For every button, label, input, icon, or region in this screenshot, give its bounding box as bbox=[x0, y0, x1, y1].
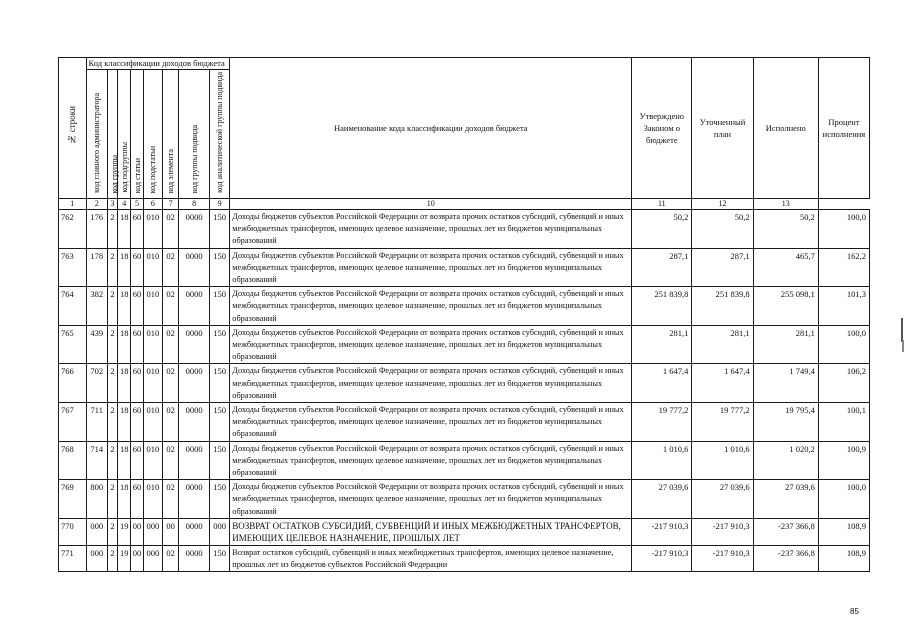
row-number-header: № строки bbox=[59, 58, 87, 199]
description-cell: Доходы бюджетов субъектов Российской Федерации от возврата прочих остатков субсидий, субвенций и иных межбюджетных трансфертов, имеющих целевое назначение, прошлых лет из бюджетов муниципальных образований bbox=[230, 210, 632, 249]
row-line-number: 766 bbox=[59, 364, 87, 403]
refined-plan-cell: 1 647,4 bbox=[692, 364, 753, 403]
row-line-number: 763 bbox=[59, 248, 87, 287]
table-row bbox=[59, 248, 870, 287]
code-cell: 60 bbox=[131, 480, 143, 519]
code-cell: 010 bbox=[143, 248, 162, 287]
code-cell: 382 bbox=[86, 287, 107, 326]
classification-group-header: Код классификации доходов бюджета bbox=[86, 58, 230, 70]
budget-page bbox=[58, 57, 870, 572]
code-cell: 18 bbox=[118, 364, 131, 403]
refined-plan-cell: 281,1 bbox=[692, 325, 753, 364]
code-cell: 19 bbox=[118, 545, 131, 571]
table-row bbox=[59, 364, 870, 403]
approved-cell: 1 647,4 bbox=[632, 364, 692, 403]
refined-plan-cell: 50,2 bbox=[692, 210, 753, 249]
code-cell: 02 bbox=[163, 325, 179, 364]
approved-cell: 27 039,6 bbox=[632, 480, 692, 519]
code-cell: 18 bbox=[118, 441, 131, 480]
refined-plan-cell: 1 010,6 bbox=[692, 441, 753, 480]
code-cell: 2 bbox=[107, 325, 117, 364]
refined-plan-header: Уточненный план bbox=[692, 58, 753, 199]
code-cell: 00 bbox=[131, 545, 143, 571]
code-cell: 0000 bbox=[179, 518, 210, 545]
code-cell: 60 bbox=[131, 325, 143, 364]
row-line-number: 767 bbox=[59, 403, 87, 442]
code-cell: 00 bbox=[163, 518, 179, 545]
executed-cell: 50,2 bbox=[753, 210, 818, 249]
code-header-analytic-group: код аналитической группы подвида bbox=[209, 70, 229, 199]
table-row bbox=[59, 403, 870, 442]
code-cell: 02 bbox=[163, 480, 179, 519]
scan-edge-mark bbox=[902, 340, 904, 352]
code-cell: 000 bbox=[143, 545, 162, 571]
column-number: 6 bbox=[143, 199, 162, 210]
description-cell: Возврат остатков субсидий, субвенций и иных межбюджетных трансфертов, имеющих целевое назначение, прошлых лет из бюджетов субъектов Российской Федерации bbox=[230, 545, 632, 571]
code-cell: 702 bbox=[86, 364, 107, 403]
description-cell: ВОЗВРАТ ОСТАТКОВ СУБСИДИЙ, СУБВЕНЦИЙ И ИНЫХ МЕЖБЮДЖЕТНЫХ ТРАНСФЕРТОВ, ИМЕЮЩИХ ЦЕЛЕВОЕ НАЗНАЧЕНИЕ, ПРОШЛЫХ ЛЕТ bbox=[230, 518, 632, 545]
code-header-group: код группы bbox=[107, 70, 117, 199]
code-cell: 2 bbox=[107, 364, 117, 403]
revenue-classification-table bbox=[58, 57, 870, 572]
page-number: 85 bbox=[850, 607, 859, 616]
code-cell: 150 bbox=[209, 480, 229, 519]
code-cell: 010 bbox=[143, 480, 162, 519]
code-cell: 150 bbox=[209, 210, 229, 249]
approved-cell: 19 777,2 bbox=[632, 403, 692, 442]
column-number: 10 bbox=[230, 199, 632, 210]
code-cell: 2 bbox=[107, 248, 117, 287]
code-cell: 0000 bbox=[179, 210, 210, 249]
code-cell: 18 bbox=[118, 210, 131, 249]
code-cell: 02 bbox=[163, 287, 179, 326]
column-number: 9 bbox=[209, 199, 229, 210]
code-cell: 150 bbox=[209, 287, 229, 326]
code-cell: 02 bbox=[163, 545, 179, 571]
percent-cell: 100,9 bbox=[818, 441, 869, 480]
code-cell: 60 bbox=[131, 364, 143, 403]
code-cell: 2 bbox=[107, 210, 117, 249]
code-cell: 2 bbox=[107, 403, 117, 442]
table-row bbox=[59, 210, 870, 249]
row-line-number: 762 bbox=[59, 210, 87, 249]
code-cell: 000 bbox=[209, 518, 229, 545]
code-cell: 60 bbox=[131, 403, 143, 442]
header-row-top bbox=[59, 58, 870, 70]
column-number: 7 bbox=[163, 199, 179, 210]
code-cell: 2 bbox=[107, 441, 117, 480]
code-cell: 02 bbox=[163, 403, 179, 442]
column-number: 4 bbox=[118, 199, 131, 210]
code-cell: 150 bbox=[209, 248, 229, 287]
column-number: 1 bbox=[59, 199, 87, 210]
code-cell: 010 bbox=[143, 325, 162, 364]
code-cell: 0000 bbox=[179, 248, 210, 287]
code-cell: 60 bbox=[131, 441, 143, 480]
code-cell: 000 bbox=[143, 518, 162, 545]
description-cell: Доходы бюджетов субъектов Российской Федерации от возврата прочих остатков субсидий, субвенций и иных межбюджетных трансфертов, имеющих целевое назначение, прошлых лет из бюджетов муниципальных образований bbox=[230, 403, 632, 442]
executed-cell: 1 749,4 bbox=[753, 364, 818, 403]
code-cell: 150 bbox=[209, 403, 229, 442]
code-cell: 0000 bbox=[179, 287, 210, 326]
description-cell: Доходы бюджетов субъектов Российской Федерации от возврата прочих остатков субсидий, субвенций и иных межбюджетных трансфертов, имеющих целевое назначение, прошлых лет из бюджетов муниципальных образований bbox=[230, 441, 632, 480]
percent-cell: 108,9 bbox=[818, 518, 869, 545]
code-cell: 02 bbox=[163, 210, 179, 249]
column-number: 3 bbox=[107, 199, 117, 210]
code-cell: 800 bbox=[86, 480, 107, 519]
refined-plan-cell: -217 910,3 bbox=[692, 518, 753, 545]
code-cell: 60 bbox=[131, 248, 143, 287]
approved-cell: 251 839,8 bbox=[632, 287, 692, 326]
description-cell: Доходы бюджетов субъектов Российской Федерации от возврата прочих остатков субсидий, субвенций и иных межбюджетных трансфертов, имеющих целевое назначение, прошлых лет из бюджетов муниципальных образований bbox=[230, 248, 632, 287]
code-cell: 010 bbox=[143, 287, 162, 326]
code-cell: 00 bbox=[131, 518, 143, 545]
code-cell: 18 bbox=[118, 403, 131, 442]
column-number: 8 bbox=[179, 199, 210, 210]
refined-plan-cell: 287,1 bbox=[692, 248, 753, 287]
code-cell: 2 bbox=[107, 545, 117, 571]
code-cell: 0000 bbox=[179, 480, 210, 519]
approved-cell: -217 910,3 bbox=[632, 518, 692, 545]
column-number: 13 bbox=[753, 199, 818, 210]
row-line-number: 765 bbox=[59, 325, 87, 364]
approved-cell: 287,1 bbox=[632, 248, 692, 287]
code-cell: 0000 bbox=[179, 403, 210, 442]
code-cell: 150 bbox=[209, 441, 229, 480]
code-header-article: код статьи bbox=[131, 70, 143, 199]
executed-cell: -237 366,8 bbox=[753, 518, 818, 545]
code-cell: 010 bbox=[143, 364, 162, 403]
description-cell: Доходы бюджетов субъектов Российской Федерации от возврата прочих остатков субсидий, субвенций и иных межбюджетных трансфертов, имеющих целевое назначение, прошлых лет из бюджетов муниципальных образований bbox=[230, 325, 632, 364]
percent-cell: 100,1 bbox=[818, 403, 869, 442]
refined-plan-cell: 251 839,8 bbox=[692, 287, 753, 326]
percent-cell: 100,0 bbox=[818, 210, 869, 249]
code-cell: 0000 bbox=[179, 325, 210, 364]
code-cell: 02 bbox=[163, 441, 179, 480]
table-row bbox=[59, 518, 870, 545]
code-cell: 0000 bbox=[179, 545, 210, 571]
table-row bbox=[59, 325, 870, 364]
code-cell: 150 bbox=[209, 325, 229, 364]
percent-cell: 100,0 bbox=[818, 325, 869, 364]
code-cell: 2 bbox=[107, 287, 117, 326]
code-header-subarticle: код подстатьи bbox=[143, 70, 162, 199]
code-cell: 0000 bbox=[179, 441, 210, 480]
code-cell: 18 bbox=[118, 325, 131, 364]
percent-cell: 106,2 bbox=[818, 364, 869, 403]
description-cell: Доходы бюджетов субъектов Российской Федерации от возврата прочих остатков субсидий, субвенций и иных межбюджетных трансфертов, имеющих целевое назначение, прошлых лет из бюджетов муниципальных образований bbox=[230, 287, 632, 326]
row-line-number: 769 bbox=[59, 480, 87, 519]
approved-cell: 1 010,6 bbox=[632, 441, 692, 480]
table-row bbox=[59, 287, 870, 326]
approved-cell: -217 910,3 bbox=[632, 545, 692, 571]
table-row bbox=[59, 545, 870, 571]
executed-cell: 281,1 bbox=[753, 325, 818, 364]
code-cell: 2 bbox=[107, 480, 117, 519]
refined-plan-cell: -217 910,3 bbox=[692, 545, 753, 571]
code-header-admin: код главного администратора bbox=[86, 70, 107, 199]
column-number: 2 bbox=[86, 199, 107, 210]
executed-cell: -237 366,8 bbox=[753, 545, 818, 571]
executed-cell: 465,7 bbox=[753, 248, 818, 287]
code-cell: 18 bbox=[118, 287, 131, 326]
code-cell: 2 bbox=[107, 518, 117, 545]
column-number: 12 bbox=[692, 199, 753, 210]
name-header: Наименование кода классификации доходов бюджета bbox=[230, 58, 632, 199]
code-cell: 000 bbox=[86, 545, 107, 571]
percent-cell: 100,0 bbox=[818, 480, 869, 519]
approved-header: Утверждено Законом о бюджете bbox=[632, 58, 692, 199]
executed-header: Исполнено bbox=[753, 58, 818, 199]
code-header-subgroup: код подгруппы bbox=[118, 70, 131, 199]
code-cell: 439 bbox=[86, 325, 107, 364]
code-cell: 010 bbox=[143, 210, 162, 249]
code-cell: 150 bbox=[209, 545, 229, 571]
executed-cell: 1 020,2 bbox=[753, 441, 818, 480]
executed-cell: 19 795,4 bbox=[753, 403, 818, 442]
scan-edge-mark bbox=[901, 318, 903, 342]
code-cell: 02 bbox=[163, 364, 179, 403]
table-body bbox=[59, 199, 870, 572]
column-numbers-row bbox=[59, 199, 870, 210]
code-cell: 18 bbox=[118, 480, 131, 519]
executed-cell: 27 039,6 bbox=[753, 480, 818, 519]
code-cell: 18 bbox=[118, 248, 131, 287]
code-cell: 150 bbox=[209, 364, 229, 403]
code-cell: 178 bbox=[86, 248, 107, 287]
code-cell: 000 bbox=[86, 518, 107, 545]
code-cell: 0000 bbox=[179, 364, 210, 403]
code-cell: 02 bbox=[163, 248, 179, 287]
row-line-number: 768 bbox=[59, 441, 87, 480]
percent-cell: 108,9 bbox=[818, 545, 869, 571]
approved-cell: 50,2 bbox=[632, 210, 692, 249]
percent-header: Процент исполнения bbox=[818, 58, 869, 199]
row-line-number: 764 bbox=[59, 287, 87, 326]
code-cell: 711 bbox=[86, 403, 107, 442]
code-cell: 60 bbox=[131, 287, 143, 326]
row-line-number: 770 bbox=[59, 518, 87, 545]
description-cell: Доходы бюджетов субъектов Российской Федерации от возврата прочих остатков субсидий, субвенций и иных межбюджетных трансфертов, имеющих целевое назначение, прошлых лет из бюджетов муниципальных образований bbox=[230, 480, 632, 519]
code-header-element: код элемента bbox=[163, 70, 179, 199]
refined-plan-cell: 27 039,6 bbox=[692, 480, 753, 519]
column-number: 11 bbox=[632, 199, 692, 210]
percent-cell: 101,3 bbox=[818, 287, 869, 326]
code-cell: 010 bbox=[143, 441, 162, 480]
code-header-subtype-group: код группы подвида bbox=[179, 70, 210, 199]
approved-cell: 281,1 bbox=[632, 325, 692, 364]
percent-cell: 162,2 bbox=[818, 248, 869, 287]
code-cell: 714 bbox=[86, 441, 107, 480]
column-number: 5 bbox=[131, 199, 143, 210]
executed-cell: 255 098,1 bbox=[753, 287, 818, 326]
code-cell: 010 bbox=[143, 403, 162, 442]
table-row bbox=[59, 441, 870, 480]
description-cell: Доходы бюджетов субъектов Российской Федерации от возврата прочих остатков субсидий, субвенций и иных межбюджетных трансфертов, имеющих целевое назначение, прошлых лет из бюджетов муниципальных образований bbox=[230, 364, 632, 403]
code-cell: 176 bbox=[86, 210, 107, 249]
code-cell: 19 bbox=[118, 518, 131, 545]
row-line-number: 771 bbox=[59, 545, 87, 571]
table-row bbox=[59, 480, 870, 519]
code-cell: 60 bbox=[131, 210, 143, 249]
refined-plan-cell: 19 777,2 bbox=[692, 403, 753, 442]
